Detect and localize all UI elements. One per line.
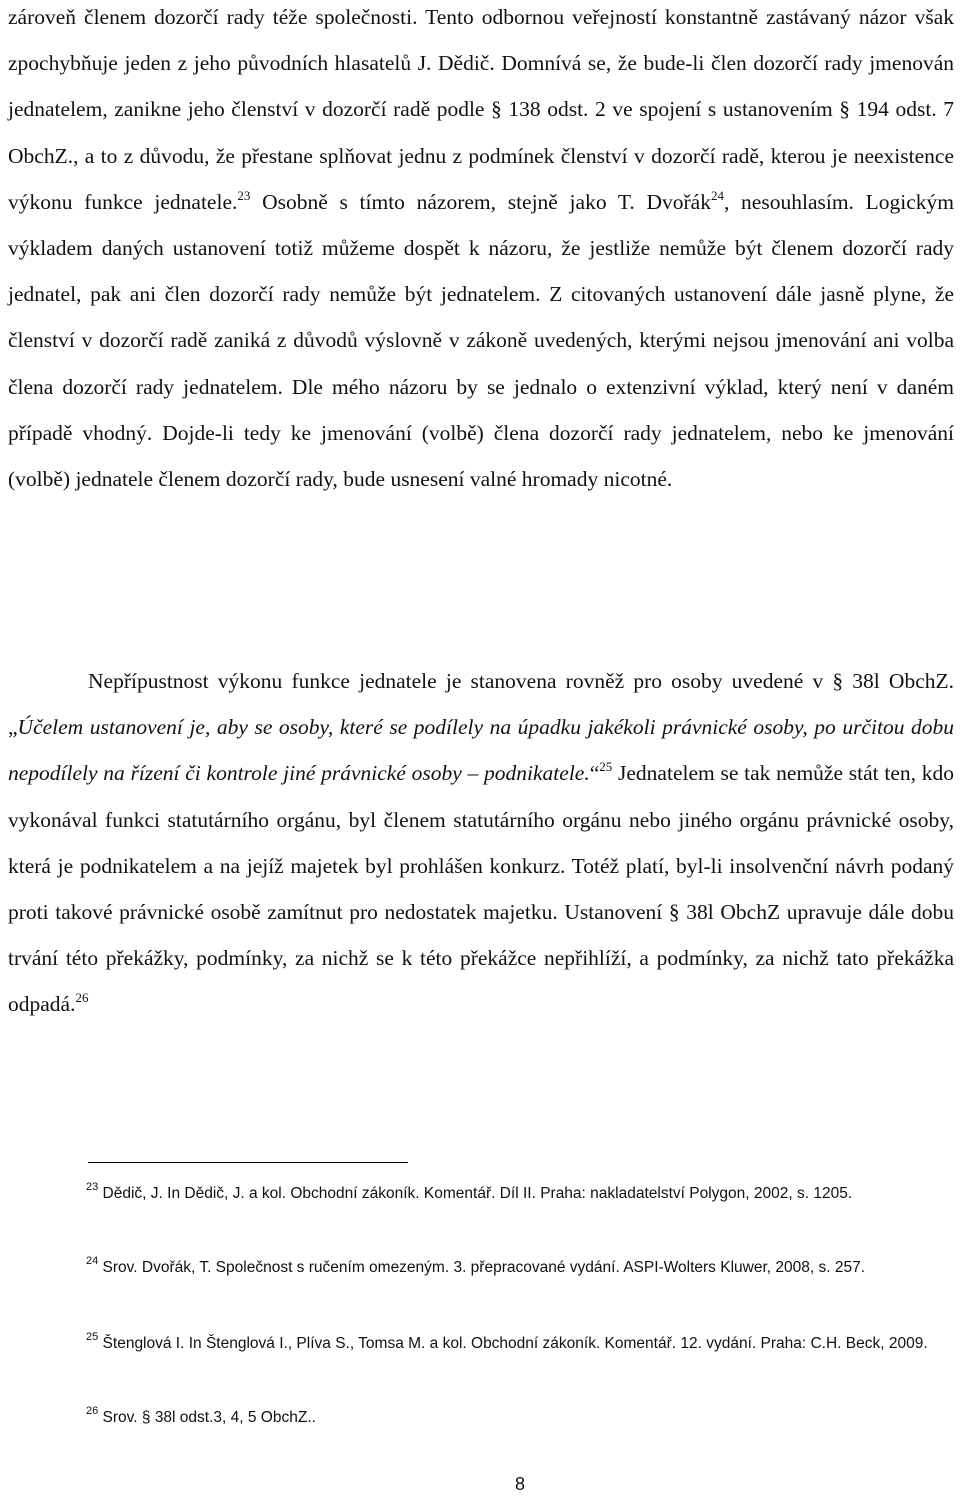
text-run: , nesouhlasím. Logickým výkladem daných ustanovení totiž můžeme dospět k názoru, že jestliže nemůže být členem dozorčí rady jednatel, pak ani člen dozorčí rady nemůže být jednatelem. Z citovaných ustanovení dále jasně plyne, že členství v dozorčí radě zaniká z důvodů výslovně v zákoně uvedených, kterými nejsou jmenování ani volba člena dozorčí rady jednatelem. Dle mého názoru by se jednalo o extenzivní výklad, který není v daném případě vhodný. Dojde-li tedy ke jmenování (volbě) člena dozorčí rady jednatelem, nebo ke jmenování (volbě) jednatele členem dozorčí rady, bude usnesení valné hromady nicotné.: [8, 189, 954, 492]
footnote-body: Štenglová I. In Štenglová I., Plíva S., Tomsa M. a kol. Obchodní zákoník. Komentář. 12. vydání. Praha: C.H. Beck, 2009.: [98, 1335, 928, 1352]
footnote-text: [86, 1330, 958, 1357]
footnote-body: Srov. § 38l odst.3, 4, 5 ObchZ..: [98, 1409, 316, 1426]
footnote-separator: [88, 1162, 408, 1163]
footnote-number: 24: [86, 1255, 99, 1267]
paragraph-text: [8, 0, 954, 502]
footnote-number: 23: [86, 1181, 99, 1193]
footnote-text: [86, 1180, 958, 1207]
footnote-23: [86, 1180, 958, 1207]
text-run: Jednatelem se tak nemůže stát ten, kdo vykonával funkci statutárního orgánu, byl členem statutárního orgánu nebo jiného orgánu právnické osoby, která je podnikatelem a na jejíž majetek byl prohlášen konkurz. Totéž platí, byl-li insolvenční návrh podaný proti takové právnické osobě zamítnut pro nedostatek majetku. Ustanovení § 38l ObchZ upravuje dále dobu trvání této překážky, podmínky, za nichž se k této překážce nepřihlíží, a podmínky, za nichž tato překážka odpadá.: [8, 761, 954, 1017]
footnote-text: [86, 1254, 958, 1281]
footnote-25: [86, 1330, 958, 1357]
footnote-body: Srov. Dvořák, T. Společnost s ručením omezeným. 3. přepracované vydání. ASPI-Wolters Kluwer, 2008, s. 257.: [98, 1259, 866, 1276]
body-paragraph: [8, 0, 954, 502]
text-run: zároveň členem dozorčí rady téže společnosti. Tento odbornou veřejností konstantně zastávaný názor však zpochybňuje jeden z jeho původních hlasatelů J. Dědič. Domnívá se, že bude-li člen dozorčí rady jmenován jednatelem, zanikne jeho členství v dozorčí radě podle § 138 odst. 2 ve spojení s ustanovením § 194 odst. 7 ObchZ., a to z důvodu, že přestane splňovat jednu z podmínek členství v dozorčí radě, kterou je neexistence výkonu funkce jednatele.: [8, 5, 954, 214]
body-paragraph: [8, 658, 954, 1028]
page-number: 8: [514, 1474, 525, 1494]
text-run: Osobně s tímto názorem, stejně jako T. Dvořák: [250, 189, 711, 214]
text-run: Nepřípustnost výkonu funkce jednatele je stanovena rovněž pro osoby uvedené v § 38l ObchZ. „: [8, 669, 954, 740]
footnote-text: [86, 1404, 958, 1431]
footnote-ref-25[interactable]: 25: [599, 759, 613, 775]
text-run: “: [589, 761, 600, 786]
footnote-body: Dědič, J. In Dědič, J. a kol. Obchodní zákoník. Komentář. Díl II. Praha: nakladatelství Polygon, 2002, s. 1205.: [98, 1185, 853, 1202]
footnote-26: [86, 1404, 958, 1431]
footnote-ref-23[interactable]: 23: [237, 187, 251, 203]
footnote-number: 25: [86, 1331, 99, 1343]
footnote-24: [86, 1254, 958, 1281]
footnote-number: 26: [86, 1405, 99, 1417]
footnote-ref-24[interactable]: 24: [710, 187, 724, 203]
footnote-ref-26[interactable]: 26: [75, 990, 89, 1006]
paragraph-text: [8, 658, 954, 1028]
quotation-italic: Účelem ustanovení je, aby se osoby, které se podílely na úpadku jakékoli právnické osoby, po určitou dobu nepodílely na řízení či kontrole jiné právnické osoby – podnikatele.: [8, 715, 954, 786]
